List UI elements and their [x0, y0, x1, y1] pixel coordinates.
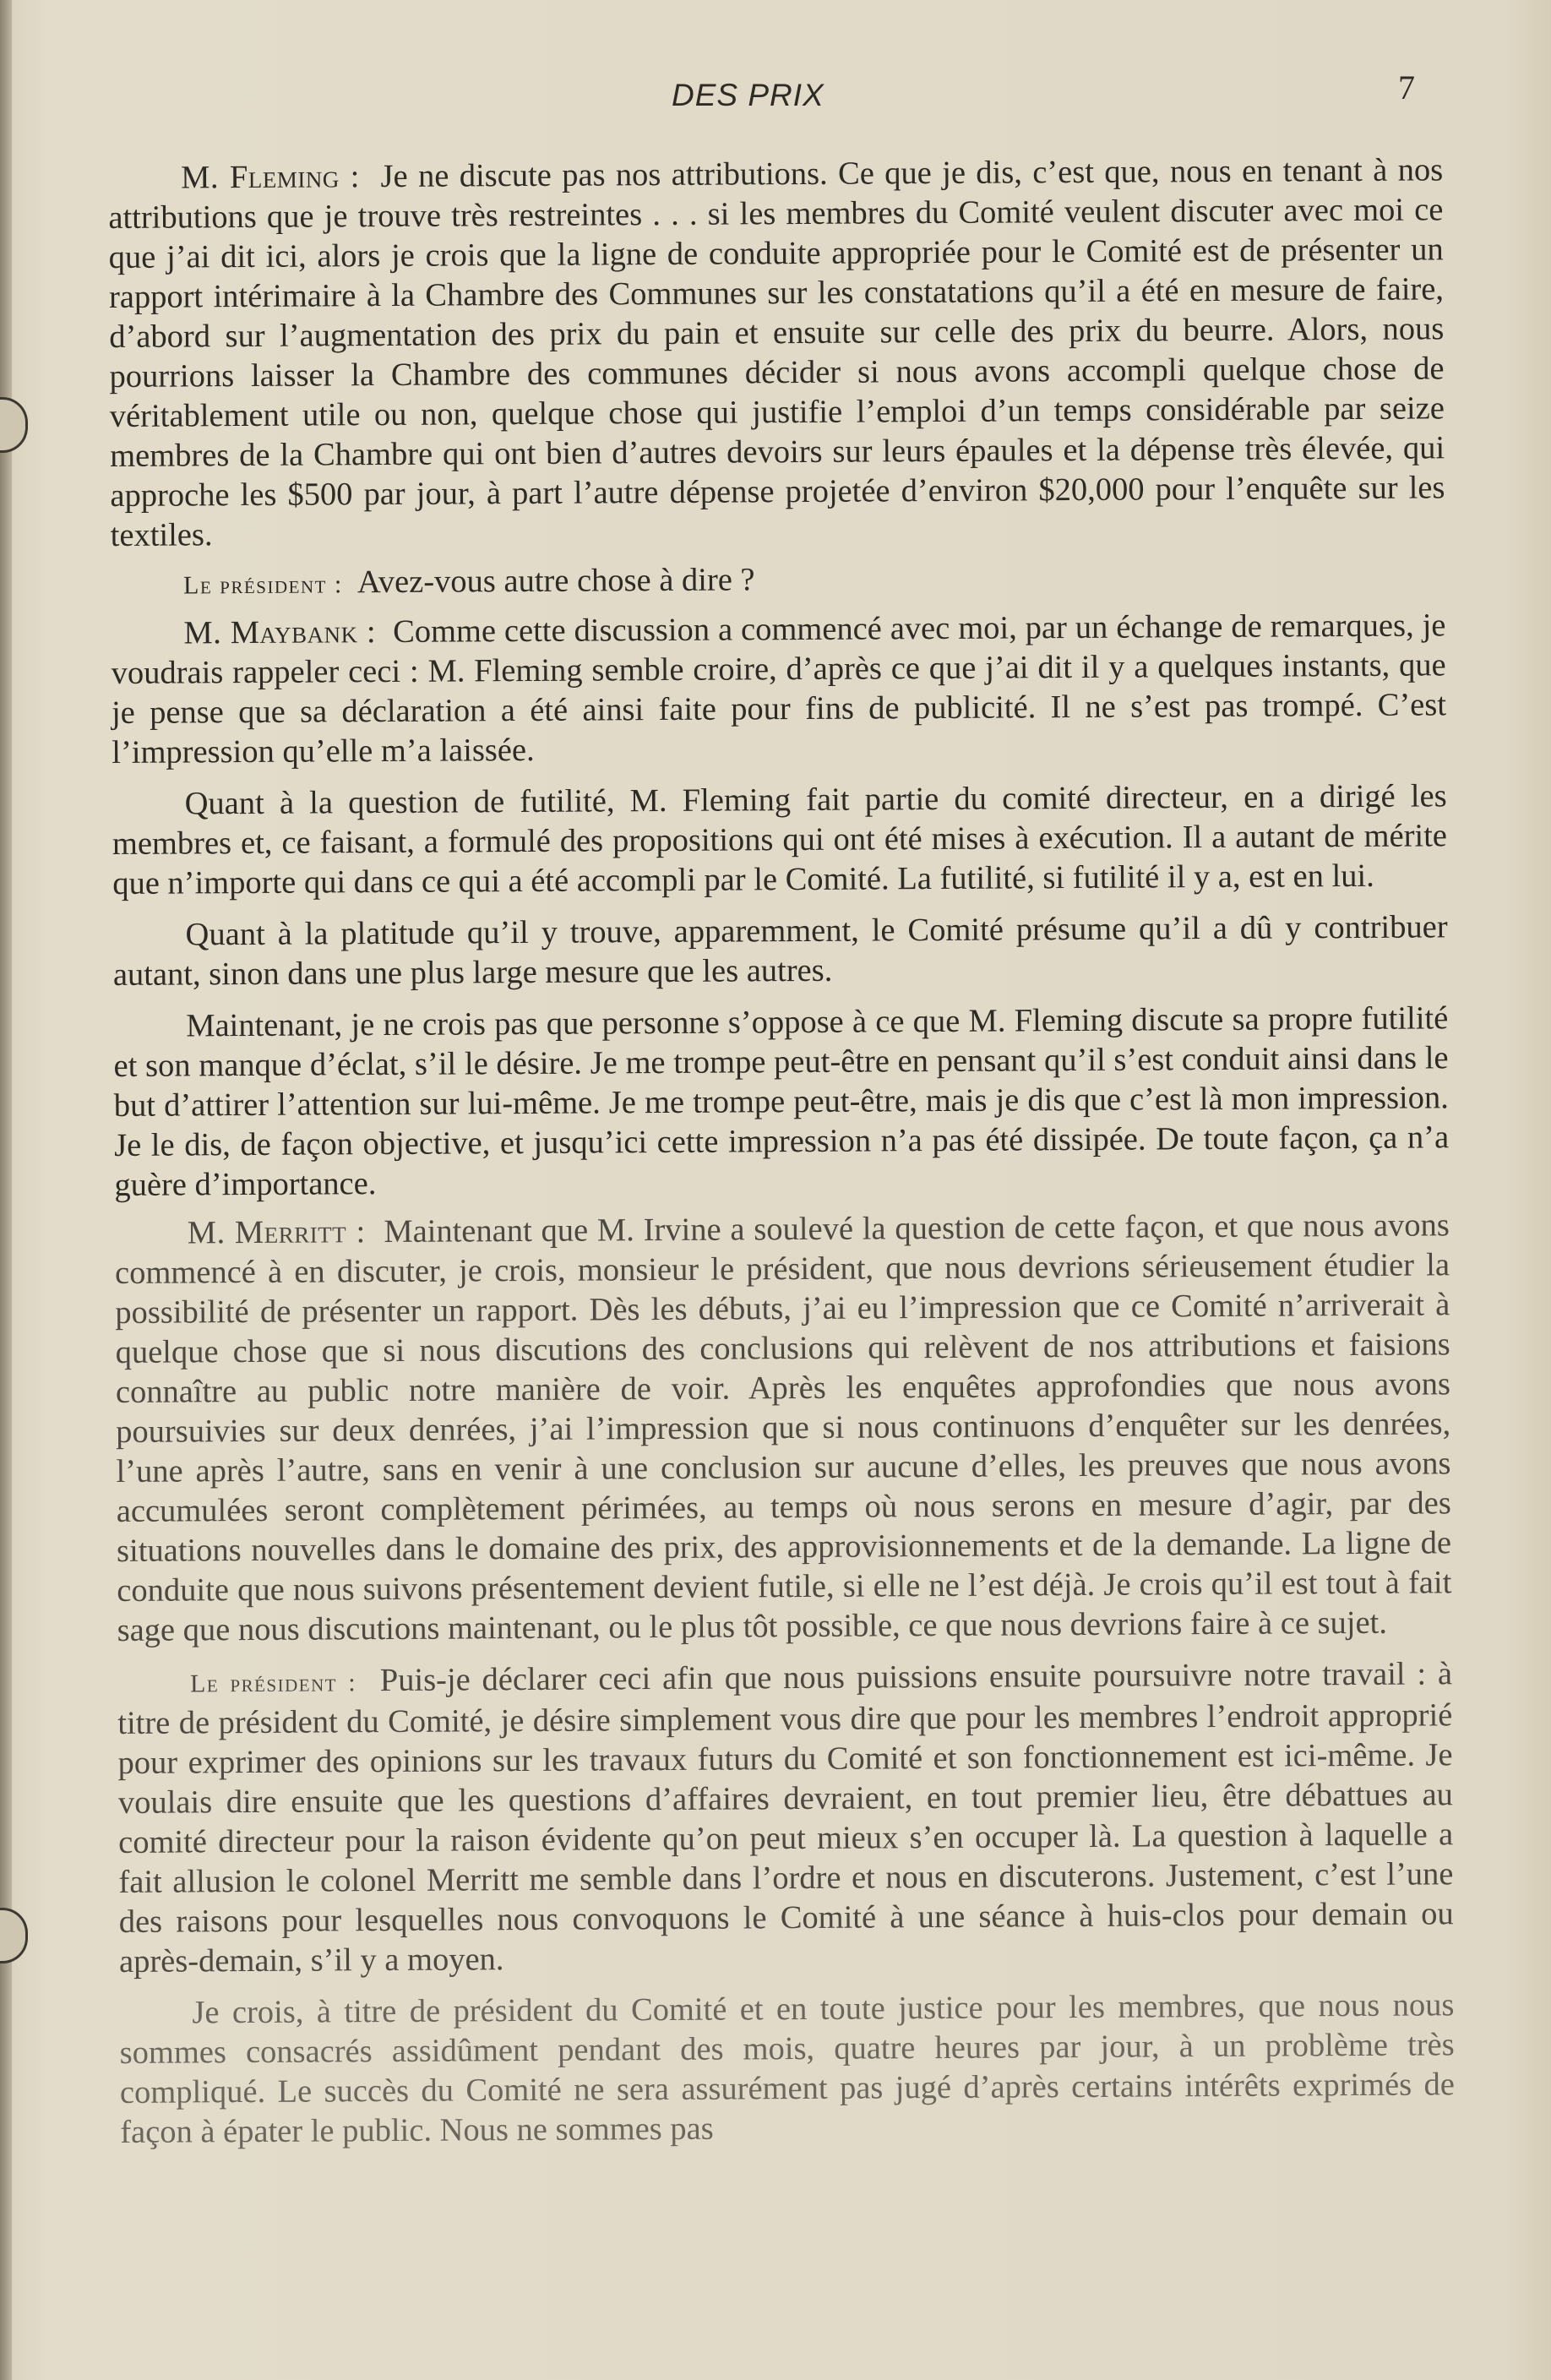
speaker-name: M. Merritt : — [187, 1214, 366, 1251]
page-header — [0, 66, 1551, 125]
speaker-name: Le président : — [189, 1669, 357, 1698]
speaker-name: Le président : — [182, 570, 343, 600]
paragraph-president-2 — [117, 1654, 1454, 1982]
paragraph-text: Je ne discute pas nos attributions. Ce que je dis, c’est que, nous en tenant à nos attributions que je trouve très restreintes . . . si les membres du Comité veulent discuter avec moi ce que j’ai dit ici, alors je crois que la ligne de conduite appropriée pour le Comité est de présenter un rapport intérimaire à la Chambre des Communes sur les constatations qu’il a été en mesure de faire, d’abord sur l’augmentation des prix du pain et ensuite sur celle des prix du beurre. Alors, nous pourrions laisser la Chambre des communes décider si nous avons accompli quelque chose de véritablement utile ou non, quelque chose qui justifie l’emploi d’un temps considérable par seize membres de la Chambre qui ont bien d’autres devoirs sur leurs épaules et la dépense très élevée, qui approche les $500 par jour, à part l’autre dépense projetée d’environ $20,000 pour l’enquête sur les textiles. — [108, 152, 1445, 553]
page-number: 7 — [1398, 68, 1415, 106]
paragraph-platitude — [112, 907, 1448, 995]
speaker-name: M. Fleming : — [181, 159, 360, 196]
paragraph-maintenant — [113, 999, 1449, 1206]
paragraph-futility — [112, 776, 1448, 904]
paragraph-fleming — [108, 150, 1445, 556]
binding-clip-mark — [0, 397, 28, 453]
paragraph-text: Quant à la question de futilité, M. Fleming fait partie du comité directeur, en a dirigé les membres et, ce faisant, a formulé des propositions qui ont été mises à exécution. Il a autant de mérite que n’importe qui dans ce qui a été accompli par le Comité. La futilité, si futilité il y a, est en lui. — [112, 778, 1448, 901]
speaker-name: M. Maybank : — [183, 614, 377, 651]
binding-edge — [0, 0, 12, 2380]
paragraph-text: Maintenant, je ne crois pas que personne s’oppose à ce que M. Fleming discute sa propre futilité et son manque d’éclat, s’il le désire. Je me trompe peut-être en pensant qu’il s’est conduit ainsi dans le but d’attirer l’attention sur lui-même. Je me trompe peut-être, mais je dis que c’est là mon impression. Je le dis, de façon objective, et jusqu’ici cette impression n’a pas été dissipée. De toute façon, ça n’a guère d’importance. — [113, 1000, 1450, 1203]
running-title: DES PRIX — [672, 78, 824, 112]
document-body — [108, 150, 1455, 2161]
paragraph-text: Puis-je déclarer ceci afin que nous puissions ensuite poursuivre notre travail : à titre de président du Comité, je désire simplement vous dire que pour les membres l’endroit approprié pour exprimer des opinions sur les travaux futurs du Comité et son fonctionnement est ici-même. Je voulais dire ensuite que les questions d’affaires devraient, en tout premier lieu, être débattues au comité directeur pour la raison évidente qu’on peut mieux s’en occuper là. La question à laquelle a fait allusion le colonel Merritt me semble dans l’ordre et nous en discuterons. Justement, c’est l’une des raisons pour lesquelles nous convoquons le Comité à une séance à huis-clos pour demain ou après-demain, s’il y a moyen. — [117, 1656, 1454, 1980]
paragraph-text: Avez-vous autre chose à dire ? — [356, 562, 755, 601]
paragraph-president — [111, 556, 1445, 606]
binding-clip-mark — [0, 1908, 28, 1963]
paragraph-text: Je crois, à titre de président du Comité et en toute justice pour les membres, que nous nous sommes consacrés assidûment pendant des mois, quatre heures par jour, à un problème très compliqué. Le succès du Comité ne sera assurément pas jugé d’après certains intérêts exprimés de façon à épater le public. Nous ne sommes pas — [119, 1987, 1456, 2150]
paragraph-maybank — [111, 606, 1446, 773]
paragraph-text: Quant à la platitude qu’il y trouve, apparemment, le Comité présume qu’il a dû y contribuer autant, sinon dans une plus large mesure que les autres. — [112, 909, 1448, 993]
paragraph-je-crois — [119, 1985, 1455, 2153]
paragraph-text: Maintenant que M. Irvine a soulevé la question de cette façon, et que nous avons commencé à en discuter, je crois, monsieur le président, que nous devrions sérieusement étudier la possibilité de présenter un rapport. Dès les débuts, j’ai eu l’impression que ce Comité n’arriverait à quelque chose que si nous discutions des conclusions qui relèvent de nos attributions et faisions connaître au public notre manière de voir. Après les enquêtes approfondies que nous avons poursuivies sur deux denrées, j’ai l’impression que si nous continuons d’enquêter sur les denrées, l’une après l’autre, sans en venir à une conclusion sur aucune d’elles, les preuves que nous avons accumulées seront complètement périmées, au temps où nous serons en mesure d’agir, par des situations nouvelles dans le domaine des prix, des approvisionnements et de la demande. La ligne de conduite que nous suivons présentement devient futile, si elle ne l’est déjà. Je crois qu’il est tout à fait sage que nous discutions maintenant, ou le plus tôt possible, ce que nous devrions faire à ce sujet. — [114, 1207, 1452, 1648]
paragraph-merritt — [115, 1206, 1452, 1651]
paragraph-text: Comme cette discussion a commencé avec moi, par un échange de remarques, je voudrais rappeler ceci : M. Fleming semble croire, d’après ce que j’ai dit il y a quelques instants, que je pense que sa déclaration a été ainsi faite pour fins de publicité. Il ne s’est pas trompé. C’est l’impression qu’elle m’a laissée. — [111, 607, 1447, 771]
